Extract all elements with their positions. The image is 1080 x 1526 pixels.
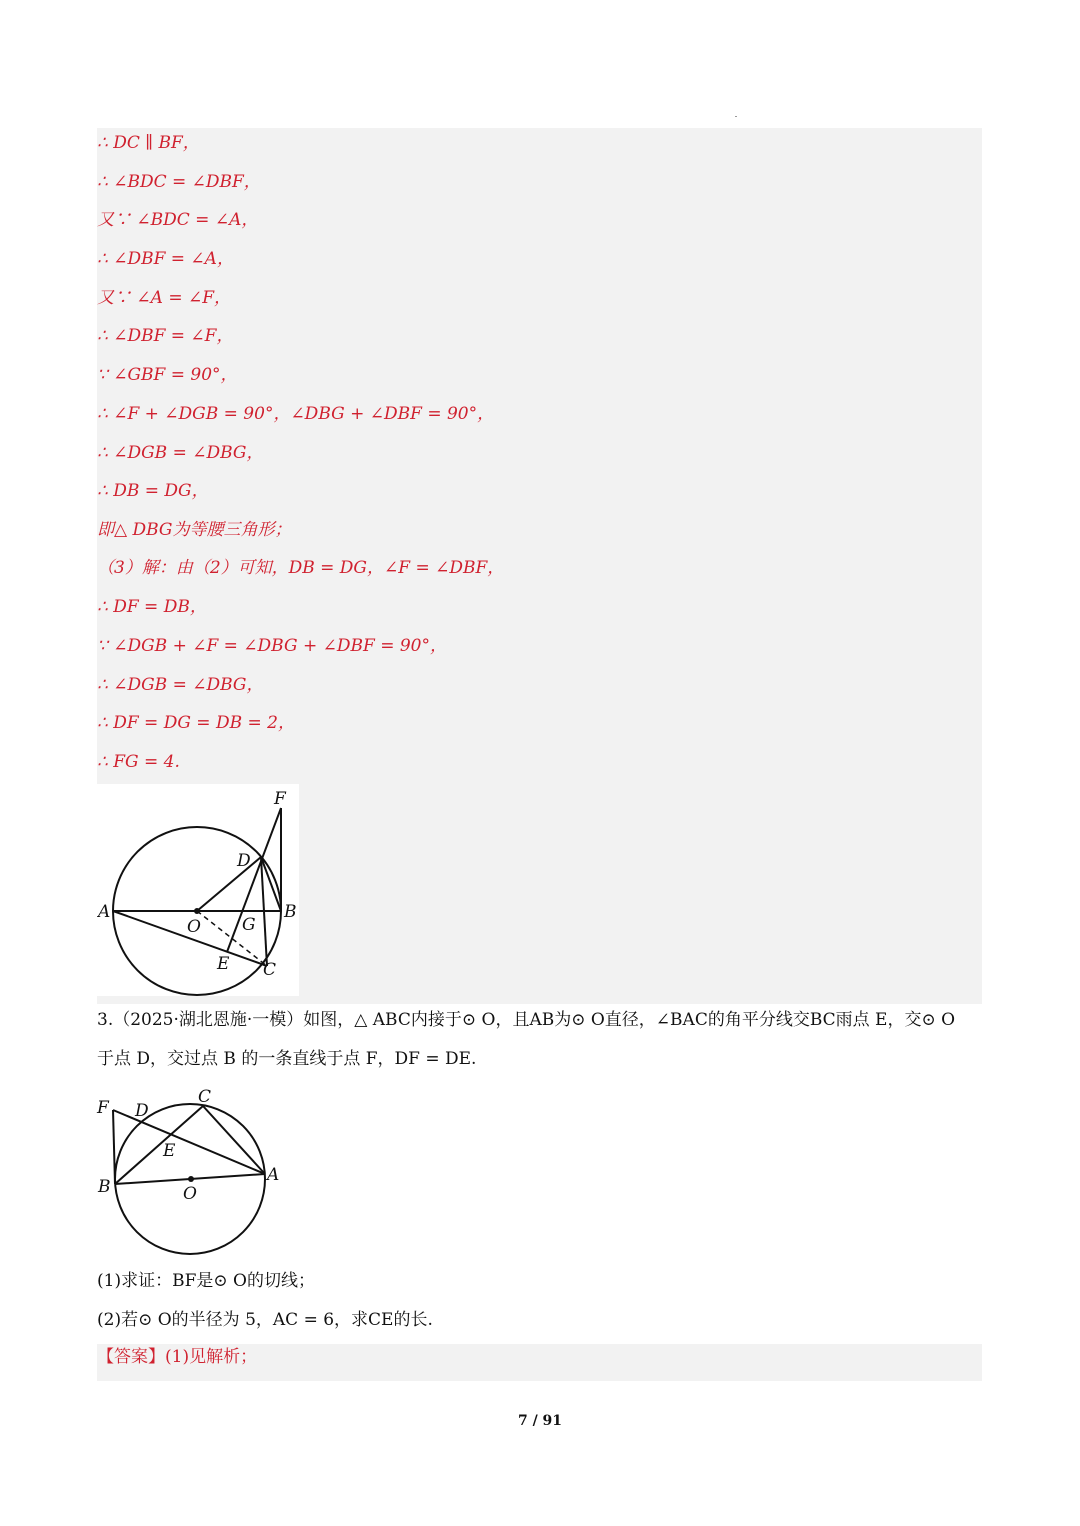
label-f-2: F: [97, 1098, 109, 1118]
label-c: C: [263, 960, 277, 980]
segment-bc: [115, 1106, 203, 1184]
page-mark: [735, 116, 737, 117]
solution-line: ∴ DB = DG，: [97, 481, 209, 501]
geometry-figure-2: [95, 1086, 290, 1258]
solution-line: ∵ ∠GBF = 90°，: [97, 365, 238, 385]
center-point-2: [188, 1176, 194, 1182]
solution-line: ∴ DC ∥ BF，: [97, 133, 200, 153]
question-line-2: 于点 D，交过点 B 的一条直线于点 F，DF = DE.: [97, 1049, 477, 1069]
label-c-2: C: [198, 1087, 212, 1107]
solution-line: ∴ DF = DG = DB = 2，: [97, 713, 295, 733]
sub-question-2: (2)若⊙ O的半径为 5，AC = 6，求CE的长.: [97, 1310, 433, 1330]
label-o: O: [187, 917, 201, 937]
solution-line: ∴ FG = 4.: [97, 752, 180, 772]
solution-line: ∴ ∠DBF = ∠F，: [97, 326, 234, 346]
geometry-figure-1: [97, 784, 299, 996]
label-e: E: [217, 954, 230, 974]
label-d: D: [237, 851, 251, 871]
solution-line: ∴ ∠F + ∠DGB = 90°，∠DBG + ∠DBF = 90°，: [97, 404, 495, 424]
solution-line: ∴ ∠DGB = ∠DBG，: [97, 443, 264, 463]
label-b-2: B: [98, 1177, 111, 1197]
solution-line: ∴ ∠DBF = ∠A，: [97, 249, 234, 269]
label-a: A: [98, 902, 111, 922]
solution-line: ∴ DF = DB，: [97, 597, 207, 617]
sub-question-1: (1)求证：BF是⊙ O的切线；: [97, 1271, 315, 1291]
page-number: 7 / 91: [517, 1413, 563, 1429]
label-b: B: [284, 902, 297, 922]
answer-text: 【答案】(1)见解析；: [97, 1347, 258, 1367]
label-a-2: A: [267, 1165, 280, 1185]
segment-ca: [203, 1106, 265, 1174]
label-f: F: [274, 789, 286, 809]
solution-line: 又∵ ∠A = ∠F，: [97, 288, 232, 308]
solution-line: ∴ ∠DGB = ∠DBG，: [97, 675, 264, 695]
segment-fb: [113, 1110, 115, 1184]
center-point: [194, 908, 200, 914]
solution-line: 即△ DBG为等腰三角形；: [97, 520, 292, 540]
solution-line: （3）解：由（2）可知，DB = DG，∠F = ∠DBF，: [97, 558, 505, 578]
solution-line: ∴ ∠BDC = ∠DBF，: [97, 172, 261, 192]
solution-line: ∵ ∠DGB + ∠F = ∠DBG + ∠DBF = 90°，: [97, 636, 447, 656]
question-line-1: 3.（2025·湖北恩施·一模）如图，△ ABC内接于⊙ O，且AB为⊙ O直径，∠BAC的角平分线交BC雨点 E，交⊙ O: [97, 1010, 956, 1030]
solution-line: 又∵ ∠BDC = ∠A，: [97, 210, 259, 230]
label-o-2: O: [183, 1184, 197, 1204]
label-g: G: [242, 915, 256, 935]
label-d-2: D: [135, 1101, 149, 1121]
label-e-2: E: [163, 1141, 176, 1161]
